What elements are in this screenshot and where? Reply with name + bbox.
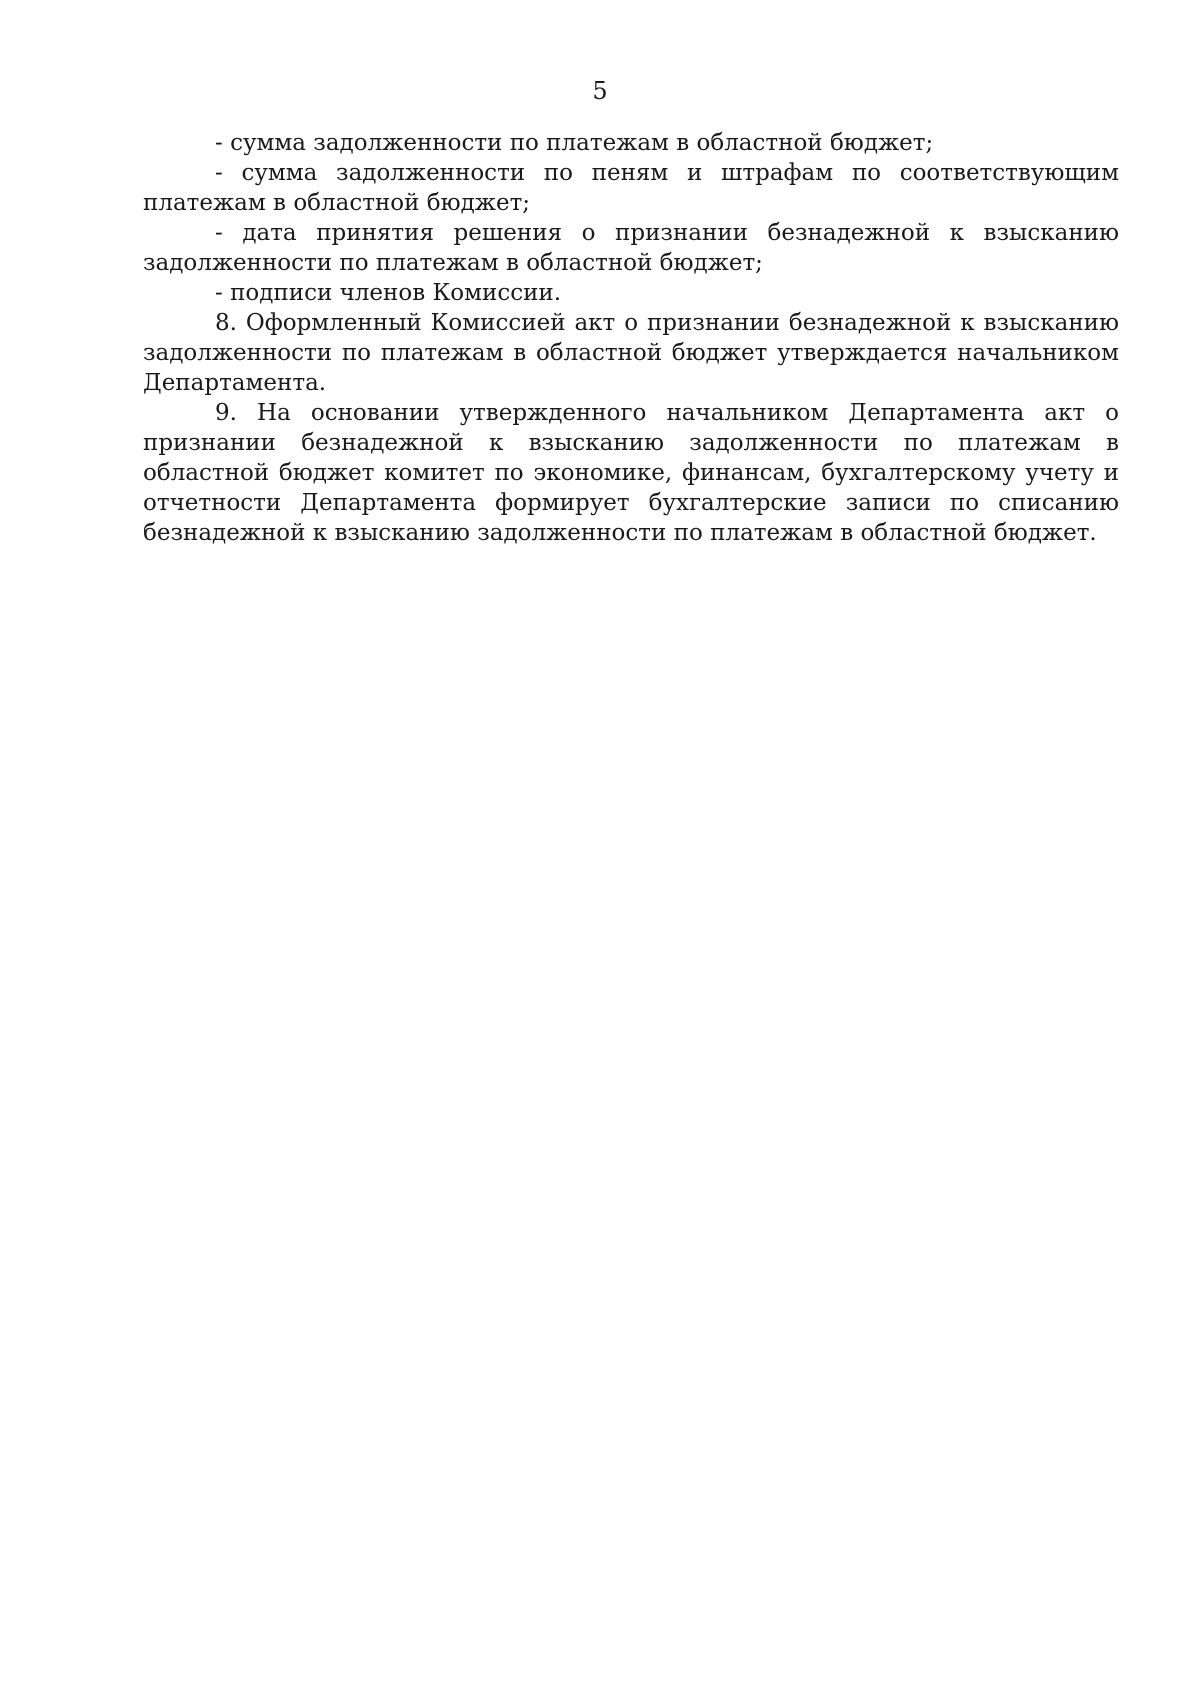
- page-number: 5: [592, 77, 608, 105]
- list-item-signatures: - подписи членов Комиссии.: [215, 280, 562, 306]
- list-item-decision-date: - дата принятия решения о признании безнадежной к взысканию задолженности по платежам в областной бюджет;: [143, 220, 1119, 276]
- clause-9: 9. На основании утвержденного начальником Департамента акт о признании безнадежной к взысканию задолженности по платежам в областной бюджет комитет по экономике, финансам, бухгалтерскому учету и отчетности Департамента формирует бухгалтерские записи по списанию безнадежной к взысканию задолженности по платежам в областной бюджет.: [143, 400, 1119, 546]
- document-body: [143, 128, 1119, 548]
- list-item-penalty-amount: - сумма задолженности по пеням и штрафам по соответствующим платежам в областной бюджет;: [143, 160, 1119, 216]
- list-item-debt-amount: - сумма задолженности по платежам в областной бюджет;: [215, 130, 934, 156]
- clause-8: 8. Оформленный Комиссией акт о признании безнадежной к взысканию задолженности по платежам в областной бюджет утверждается начальником Департамента.: [143, 310, 1119, 396]
